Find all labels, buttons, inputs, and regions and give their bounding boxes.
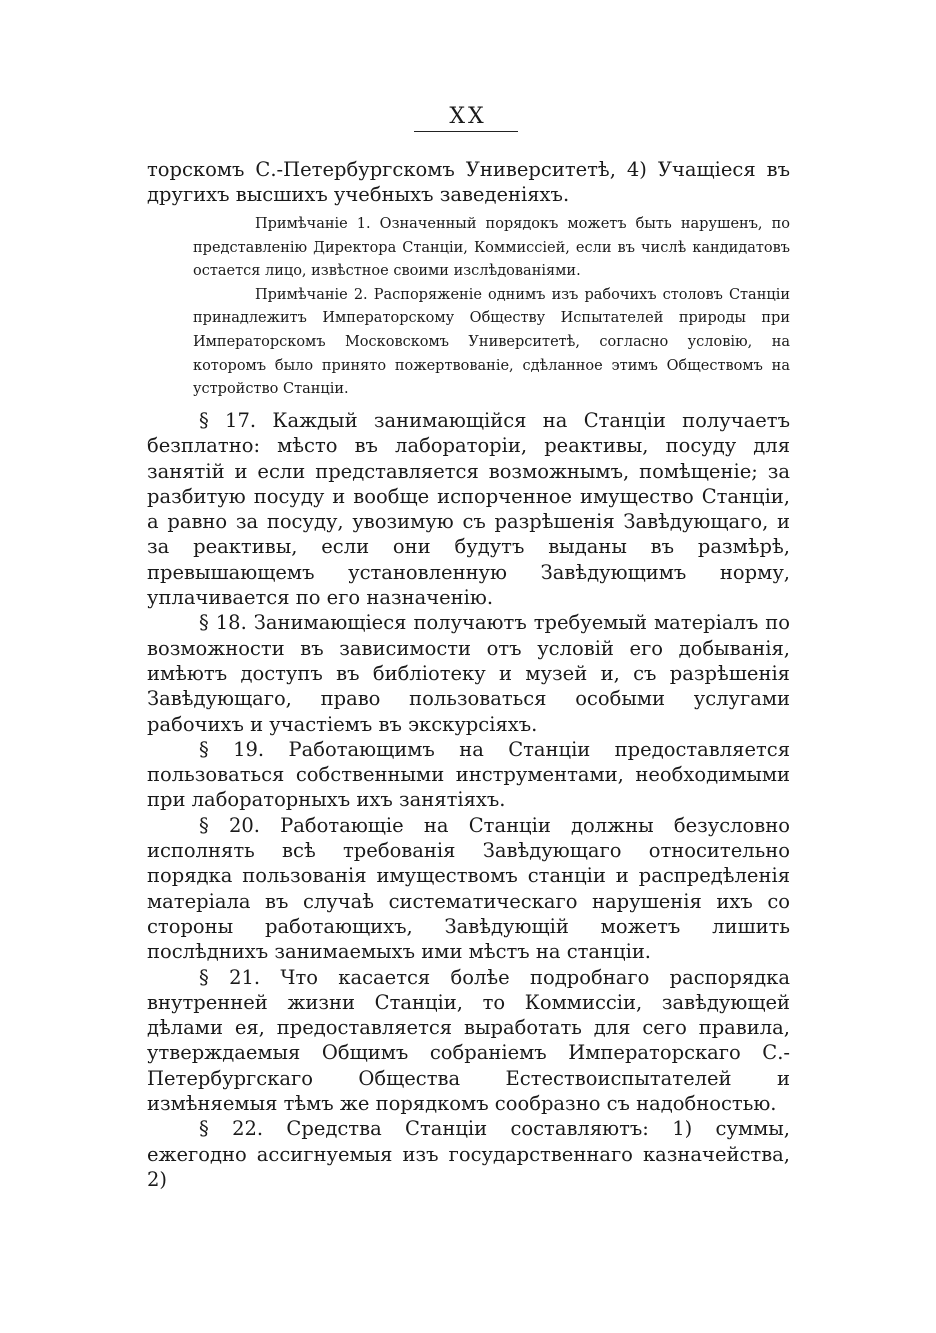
note-1: Примѣчаніе 1. Означенный порядокъ можетъ быть нарушенъ, по представленію Директора Станціи, Коммиссіей, если въ числѣ кандидатовъ остается лицо, извѣстное своими изслѣдованіями.: [193, 216, 790, 280]
section-19: § 19. Работающимъ на Станціи предоставляется пользоваться собственными инструментами, необходимыми при лабораторныхъ ихъ занятіяхъ.: [147, 737, 790, 812]
note-2: Примѣчаніе 2. Распоряженіе однимъ изъ рабочихъ столовъ Станціи принадлежитъ Императорскому Обществу Испытателей природы при Императорскомъ Московскомъ Университетѣ, согласно условію, на которомъ было принято пожертвованіе, сдѣланное этимъ Обществомъ на устройство Станціи.: [193, 286, 790, 398]
section-20: § 20. Работающіе на Станціи должны безусловно исполнять всѣ требованія Завѣдующаго относительно порядка пользованія имуществомъ станціи и распредѣленія матеріала въ случаѣ систематическаго нарушенія ихъ со стороны работающихъ, Завѣдующій можетъ лишить послѣднихъ занимаемыхъ ими мѣстъ на станціи.: [147, 813, 790, 964]
section-22: § 22. Средства Станціи составляютъ: 1) суммы, ежегодно ассигнуемыя изъ государственнаго казначейства, 2): [147, 1117, 790, 1191]
intro-text: [147, 157, 790, 208]
section-17: § 17. Каждый занимающійся на Станціи получаетъ безплатно: мѣсто въ лабораторіи, реактивы, посуду для занятій и если представляется возможнымъ, помѣщеніе; за разбитую посуду и вообще испорченное имущество Станціи, а равно за посуду, увозимую съ разрѣшенія Завѣдующаго, и за реактивы, если они будутъ выданы въ размѣрѣ, превышающемъ установленную Завѣдующимъ норму, уплачивается по его назначенію.: [147, 409, 790, 610]
notes-block: [193, 213, 790, 402]
continuation-paragraph: торскомъ С.-Петербургскомъ Университетѣ, 4) Учащіеся въ другихъ высшихъ учебныхъ заведеніяхъ.: [147, 158, 790, 207]
section-21: § 21. Что касается болѣе подробнаго распорядка внутренней жизни Станціи, то Коммиссіи, завѣдующей дѣлами ея, предоставляется выработать для сего правила, утверждаемыя Общимъ собраніемъ Императорскаго С.-Петербургскаго Общества Естествоиспытателей и измѣняемыя тѣмъ же порядкомъ сообразно съ надобностью.: [147, 965, 790, 1116]
sections-block: [147, 408, 790, 1192]
page-number: XX: [449, 104, 487, 129]
section-18: § 18. Занимающіеся получаютъ требуемый матеріалъ по возможности въ зависимости отъ условій его добыванія, имѣютъ доступъ въ библіотеку и музей и, съ разрѣшенія Завѣдующаго, право пользоваться особыми услугами рабочихъ и участіемъ въ экскурсіяхъ.: [147, 611, 790, 736]
page-number-rule: [414, 131, 518, 132]
